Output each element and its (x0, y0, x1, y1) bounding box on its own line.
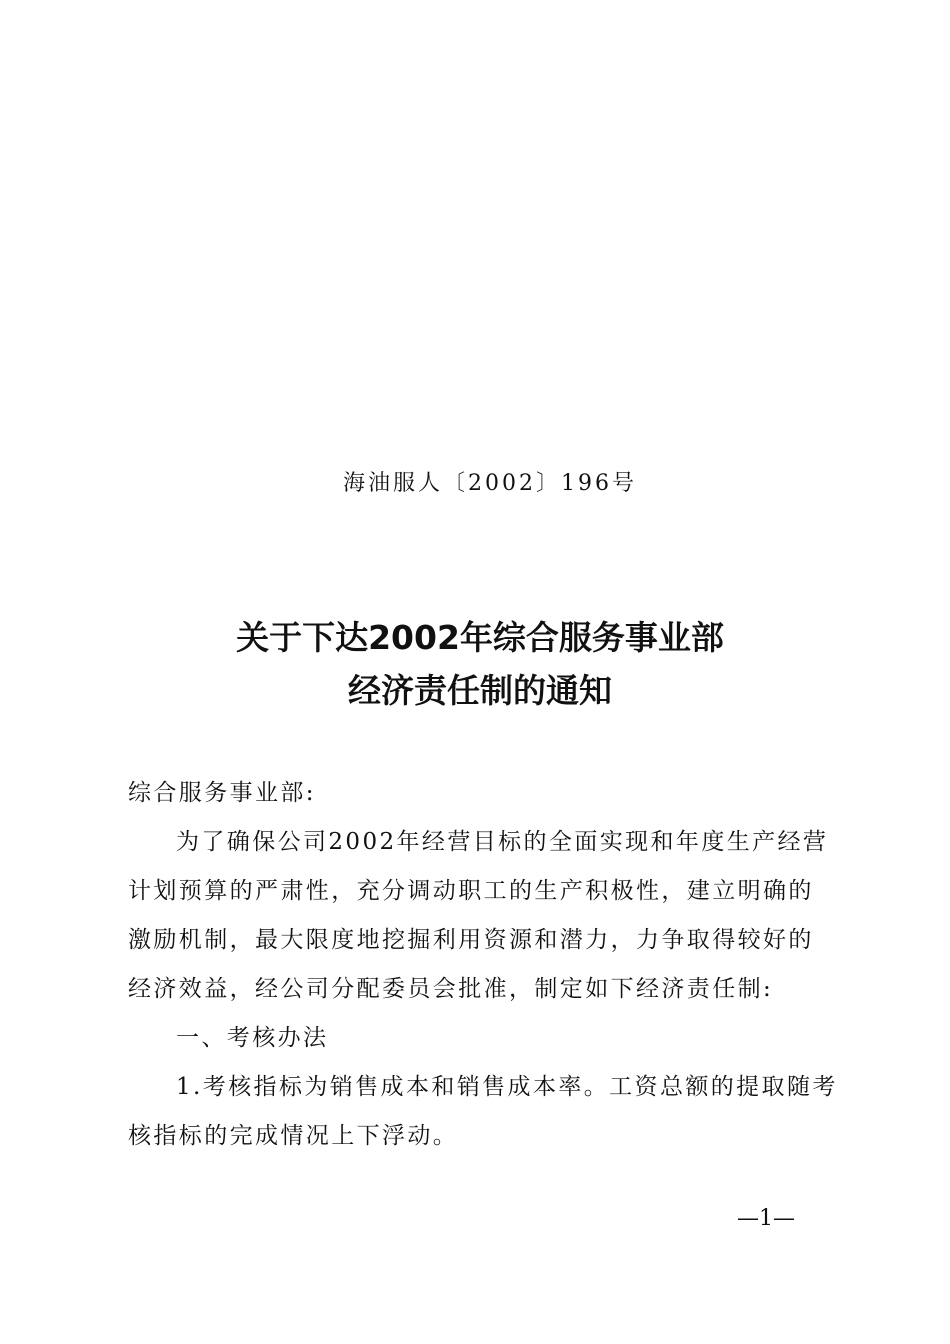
paragraph-line: 为了确保公司2002年经营目标的全面实现和年度生产经营 (176, 829, 829, 855)
item-line: 1.考核指标为销售成本和销售成本率。工资总额的提取随考 (176, 1074, 838, 1100)
document-title-line-2: 经济责任制的通知 (348, 671, 612, 710)
page-number: —1— (737, 1206, 795, 1231)
document-number: 海油服人〔2002〕196号 (343, 471, 637, 496)
document-title-line-1: 关于下达2002年综合服务事业部 (236, 618, 724, 657)
paragraph-line: 激励机制，最大限度地挖掘利用资源和潜力，力争取得较好的 (128, 927, 814, 953)
item-line: 核指标的完成情况上下浮动。 (128, 1123, 459, 1149)
section-heading: 一、考核办法 (176, 1025, 329, 1051)
paragraph-line: 计划预算的严肃性，充分调动职工的生产积极性，建立明确的 (128, 878, 814, 904)
paragraph-line: 经济效益，经公司分配委员会批准，制定如下经济责任制: (128, 976, 774, 1002)
salutation: 综合服务事业部: (128, 780, 316, 806)
